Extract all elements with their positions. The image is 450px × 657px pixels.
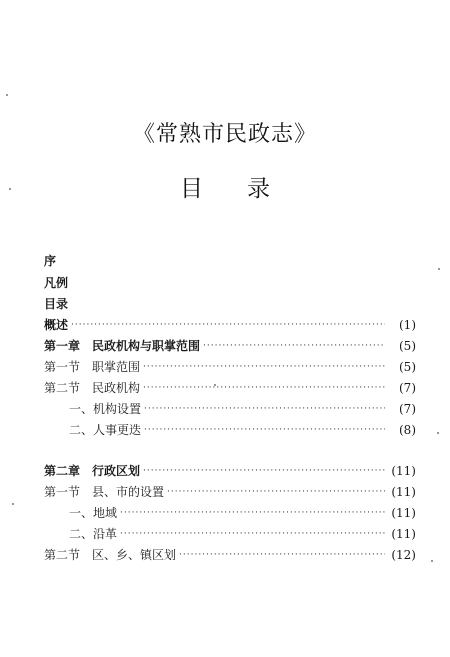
toc-entry-label: 第二节 民政机构 — [44, 381, 141, 395]
front-matter-label: 凡例 — [44, 276, 69, 290]
front-matter-label: 序 — [44, 254, 57, 268]
toc-entry-page: (11) — [391, 485, 416, 499]
toc-entry-label: 第一节 县、市的设置 — [44, 485, 165, 499]
toc-entry-label: 一、机构设置 — [69, 402, 142, 416]
dot-leader — [120, 525, 385, 543]
toc-entry-label: 第一节 职掌范围 — [44, 360, 141, 374]
toc-entry — [44, 316, 416, 334]
dot-leader — [144, 421, 385, 439]
dot-leader — [179, 546, 385, 564]
toc-entry — [44, 504, 416, 522]
toc-entry-page: (7) — [399, 381, 416, 395]
toc-entry — [44, 400, 416, 418]
scan-speck — [438, 268, 440, 270]
scan-speck — [437, 432, 439, 434]
toc-entry-page: (11) — [391, 506, 416, 520]
scan-speck — [431, 560, 433, 562]
toc-entry-label: 第二章 行政区划 — [44, 464, 141, 478]
toc-entry-page: (5) — [399, 360, 416, 374]
toc-entry-label: 二、沿革 — [69, 527, 118, 541]
dot-leader — [143, 358, 385, 376]
dot-leader — [143, 379, 385, 397]
toc-entry-label: 二、人事更迭 — [69, 423, 142, 437]
toc-entry — [44, 358, 416, 376]
front-matter-item — [44, 252, 416, 270]
scan-speck — [12, 503, 14, 505]
scan-speck — [6, 94, 8, 96]
toc-entry — [44, 379, 416, 397]
toc-title-char: 录 — [247, 176, 270, 202]
toc-entry — [44, 546, 416, 564]
book-title: 《常熟市民政志》 — [132, 122, 317, 147]
dot-leader — [143, 462, 385, 480]
toc-entry-label: 第二节 区、乡、镇区划 — [44, 548, 177, 562]
toc-entry-page: (11) — [391, 464, 416, 478]
dot-leader — [120, 504, 385, 522]
front-matter-label: 目录 — [44, 297, 69, 311]
toc-entry-page: (8) — [399, 423, 416, 437]
toc-entry-label: 一、地域 — [69, 506, 118, 520]
toc-entry — [44, 525, 416, 543]
toc-entry-label: 第一章 民政机构与职掌范围 — [44, 339, 201, 353]
toc-entry-page: (12) — [391, 548, 416, 562]
toc-entry-page: (11) — [391, 527, 416, 541]
toc-title — [0, 170, 450, 203]
front-matter-item — [44, 274, 416, 292]
scan-speck — [9, 188, 11, 190]
toc-entry-label: 概述 — [44, 318, 69, 332]
scan-speck — [214, 384, 216, 386]
front-matter-item — [44, 295, 416, 313]
toc-entry — [44, 462, 416, 480]
dot-leader — [167, 483, 385, 501]
toc-entry-page: (5) — [399, 339, 416, 353]
toc-entry-page: (1) — [399, 318, 416, 332]
toc-title-char: 目 — [180, 176, 203, 202]
dot-leader — [203, 337, 385, 355]
toc-entry — [44, 483, 416, 501]
toc-entry-page: (7) — [399, 402, 416, 416]
dot-leader — [144, 400, 385, 418]
toc-entry — [44, 421, 416, 439]
toc-entry — [44, 337, 416, 355]
dot-leader — [71, 316, 385, 334]
